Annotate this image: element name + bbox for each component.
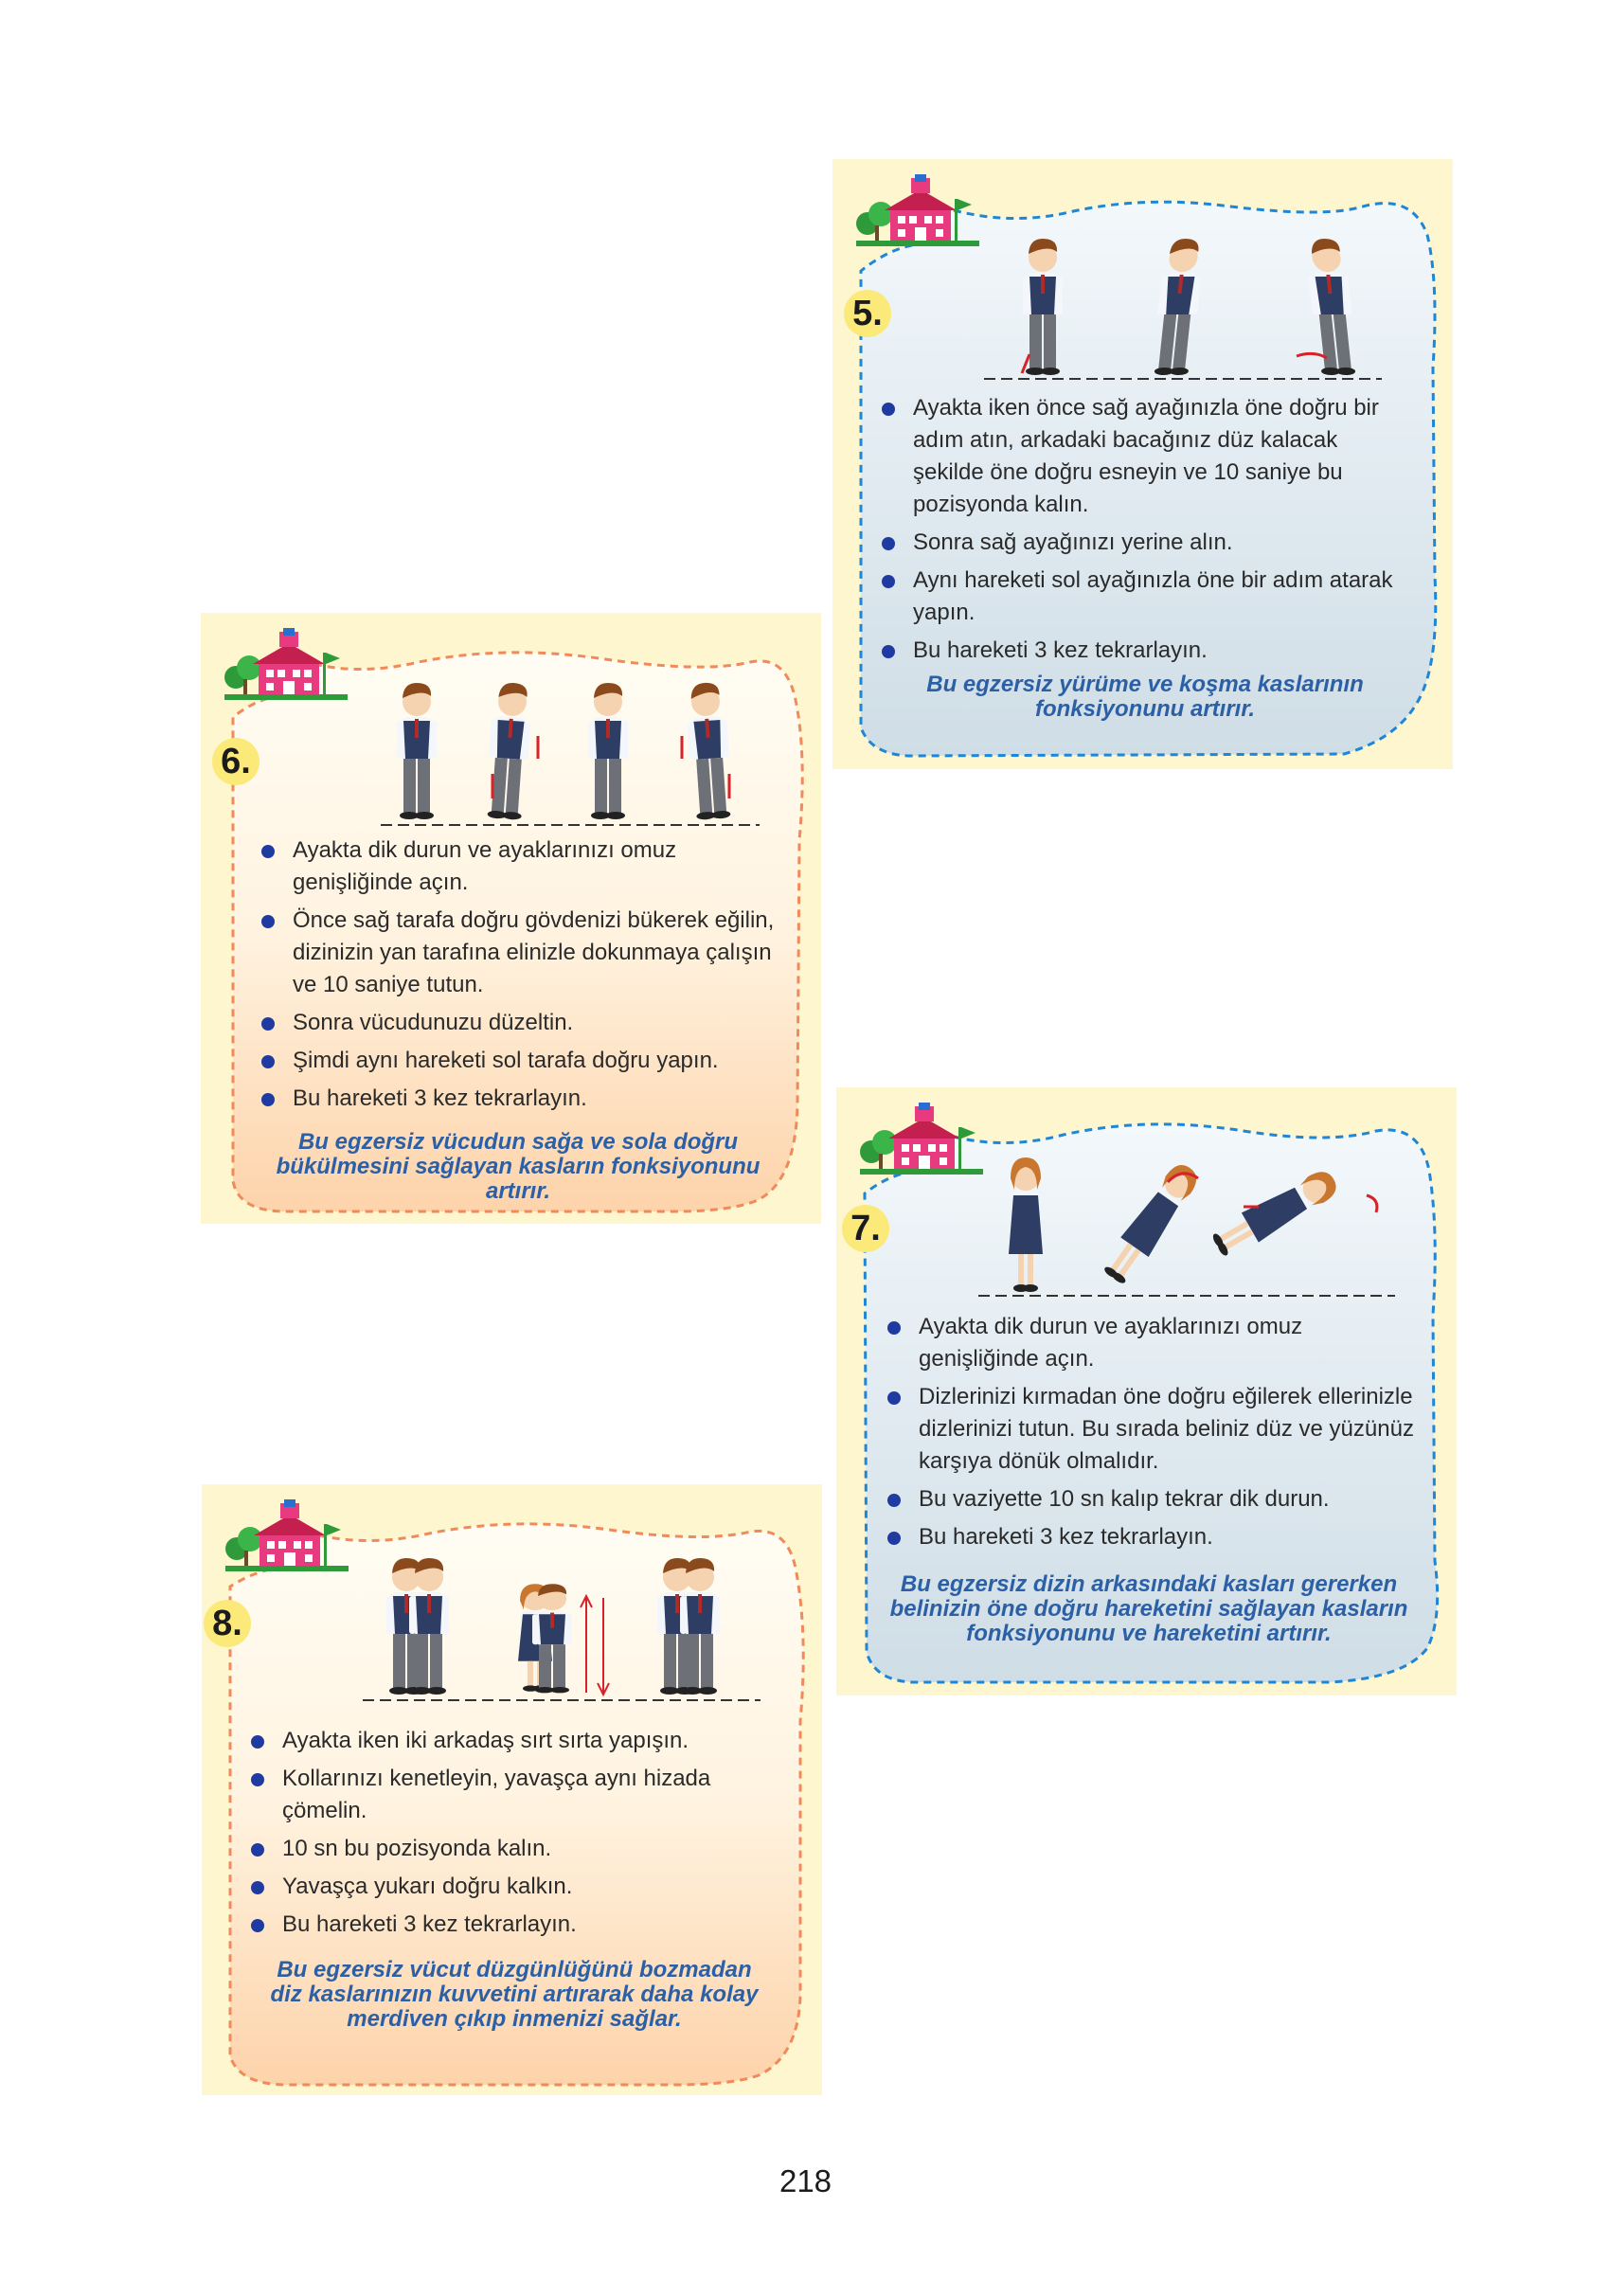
exercise-steps-list bbox=[249, 1725, 779, 1946]
step-item: Sonra sağ ayağınızı yerine alın. bbox=[880, 527, 1410, 559]
step-item: Şimdi aynı hareketi sol tarafa doğru yapın. bbox=[260, 1045, 790, 1077]
exercise-number-badge: 8. bbox=[204, 1600, 251, 1647]
page-number: 218 bbox=[779, 2163, 832, 2198]
step-item: Ayakta dik durun ve ayaklarınızı omuz genişliğinde açın. bbox=[886, 1311, 1416, 1375]
school-building-icon bbox=[851, 172, 984, 248]
step-item: Bu hareketi 3 kez tekrarlayın. bbox=[249, 1909, 779, 1941]
step-item: Bu hareketi 3 kez tekrarlayın. bbox=[260, 1083, 790, 1115]
exercise-illustration bbox=[978, 1144, 1405, 1305]
exercise-number-badge: 6. bbox=[212, 738, 260, 785]
step-item: Bu hareketi 3 kez tekrarlayın. bbox=[880, 635, 1410, 667]
step-item: Ayakta iken iki arkadaş sırt sırta yapışın. bbox=[249, 1725, 779, 1757]
step-item: 10 sn bu pozisyonda kalın. bbox=[249, 1833, 779, 1865]
exercise-steps-list bbox=[886, 1311, 1416, 1559]
step-item: Bu vaziyette 10 sn kalıp tekrar dik durun. bbox=[886, 1483, 1416, 1516]
exercise-card-5 bbox=[832, 159, 1453, 769]
exercise-illustration bbox=[363, 1551, 779, 1712]
exercise-note: Bu egzersiz yürüme ve koşma kaslarının fonksiyonunu artırır. bbox=[926, 672, 1364, 722]
exercise-note: Bu egzersiz dizin arkasındaki kasları gererken belinizin öne doğru hareketini sağlayan kasların fonksiyonunu ve hareketini artırır. bbox=[889, 1571, 1408, 1646]
step-item: Ayakta dik durun ve ayaklarınızı omuz genişliğinde açın. bbox=[260, 834, 790, 899]
exercise-number-badge: 5. bbox=[844, 290, 891, 337]
school-building-icon bbox=[855, 1101, 988, 1176]
exercise-number-badge: 7. bbox=[842, 1205, 889, 1252]
step-item: Bu hareketi 3 kez tekrarlayın. bbox=[886, 1521, 1416, 1553]
exercise-illustration bbox=[381, 679, 779, 831]
step-item: Ayakta iken önce sağ ayağınızla öne doğru bir adım atın, arkadaki bacağınız düz kalacak şekilde öne doğru esneyin ve 10 saniye bu pozisyonda kalın. bbox=[880, 392, 1410, 521]
step-item: Önce sağ tarafa doğru gövdenizi bükerek eğilin, dizinizin yan tarafına elinizle dokunmaya çalışın ve 10 saniye tutun. bbox=[260, 905, 790, 1001]
school-building-icon bbox=[220, 626, 352, 702]
exercise-card-6 bbox=[201, 613, 821, 1224]
exercise-card-8 bbox=[202, 1484, 822, 2095]
step-item: Aynı hareketi sol ayağınızla öne bir adım atarak yapın. bbox=[880, 565, 1410, 629]
exercise-note: Bu egzersiz vücudun sağa ve sola doğru bükülmesini sağlayan kasların fonksiyonunu artırır. bbox=[276, 1129, 761, 1204]
step-item: Sonra vücudunuzu düzeltin. bbox=[260, 1007, 790, 1039]
step-item: Kollarınızı kenetleyin, yavaşça aynı hizada çömelin. bbox=[249, 1763, 779, 1827]
school-building-icon bbox=[221, 1498, 353, 1573]
exercise-illustration bbox=[984, 235, 1382, 386]
exercise-card-7 bbox=[836, 1087, 1457, 1695]
step-item: Dizlerinizi kırmadan öne doğru eğilerek ellerinizle dizlerinizi tutun. Bu sırada beliniz düz ve yüzünüz karşıya dönük olmalıdır. bbox=[886, 1381, 1416, 1478]
exercise-steps-list bbox=[880, 392, 1410, 673]
exercise-note: Bu egzersiz vücut düzgünlüğünü bozmadan diz kaslarınızın kuvvetini artırarak daha kolay merdiven çıkıp inmenizi sağlar. bbox=[270, 1957, 759, 2032]
step-item: Yavaşça yukarı doğru kalkın. bbox=[249, 1871, 779, 1903]
exercise-steps-list bbox=[260, 834, 790, 1121]
